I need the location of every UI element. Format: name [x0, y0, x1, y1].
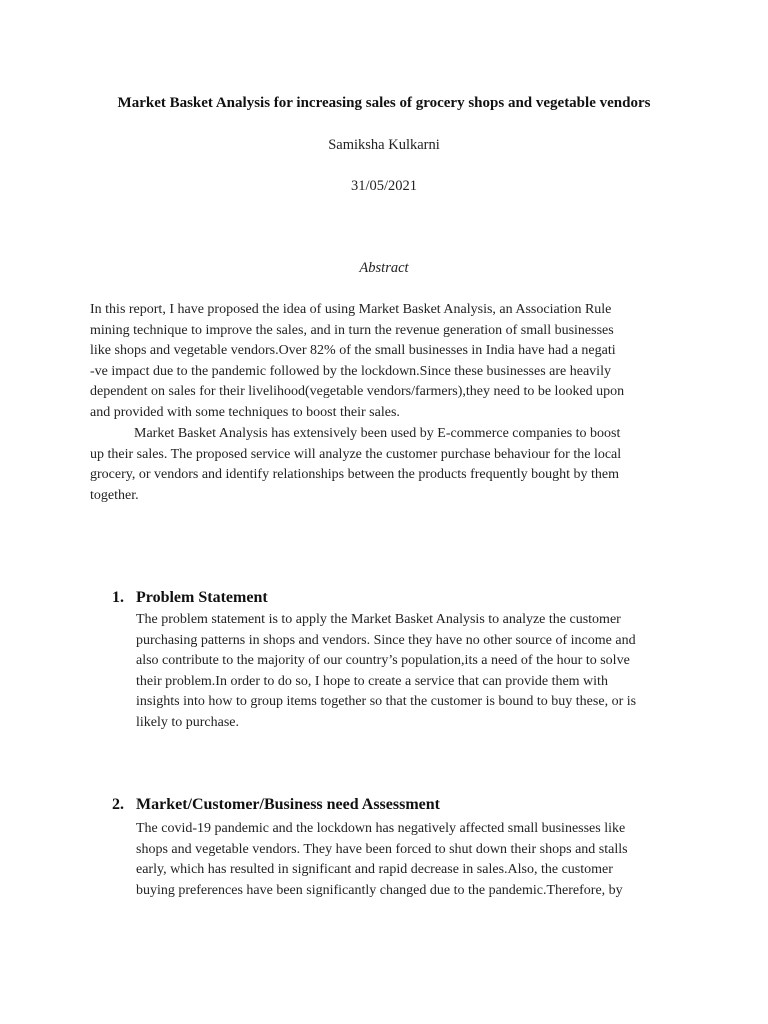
document-date: 31/05/2021 — [350, 178, 418, 194]
abstract-paragraph-2 — [90, 424, 621, 506]
abstract-heading: Abstract — [359, 260, 409, 276]
section-title: Market/Customer/Business need Assessment — [136, 796, 440, 813]
abstract-paragraph-1: In this report, I have proposed the idea of using Market Basket Analysis, an Association Rule mining technique to improve the sales, and in turn the revenue generation of small businesses like shops and vegetable vendors.Over 82% of the small businesses in India have had a negati -ve impact due to the pandemic followed by the lockdown.Since these businesses are heavily dependent on sales for their livelihood(vegetable vendors/farmers),they need to be looked upon and provided with some techniques to boost their sales. — [90, 302, 625, 420]
document-author: Samiksha Kulkarni — [328, 137, 440, 153]
section-body-problem-statement: The problem statement is to apply the Market Basket Analysis to analyze the customer purchasing patterns in shops and vendors. Since they have no other source of income and also contribute to the majority of our country’s population,its a need of the hour to solve their problem.In order to do so, I hope to create a service that can provide them with insights into how to group items together so that the customer is bound to buy these, or is likely to purchase. — [136, 612, 637, 730]
section-number: 2. — [112, 796, 124, 813]
section-title: Problem Statement — [136, 589, 268, 606]
section-heading-problem-statement — [112, 589, 268, 607]
abstract-paragraph-2-text: Market Basket Analysis has extensively been used by E-commerce companies to boost up their sales. The proposed service will analyze the customer purchase behaviour for the local grocery, or vendors and identify relationships between the products frequently bought by them together. — [90, 426, 622, 503]
section-heading-market-assessment — [112, 796, 440, 814]
section-number: 1. — [112, 589, 124, 606]
document-title: Market Basket Analysis for increasing sales of grocery shops and vegetable vendors — [117, 95, 651, 111]
section-body-market-assessment: The covid-19 pandemic and the lockdown has negatively affected small businesses like shops and vegetable vendors. They have been forced to shut down their shops and stalls early, which has resulted in significant and rapid decrease in sales.Also, the customer buying preferences have been significantly changed due to the pandemic.Therefore, by — [136, 821, 628, 898]
